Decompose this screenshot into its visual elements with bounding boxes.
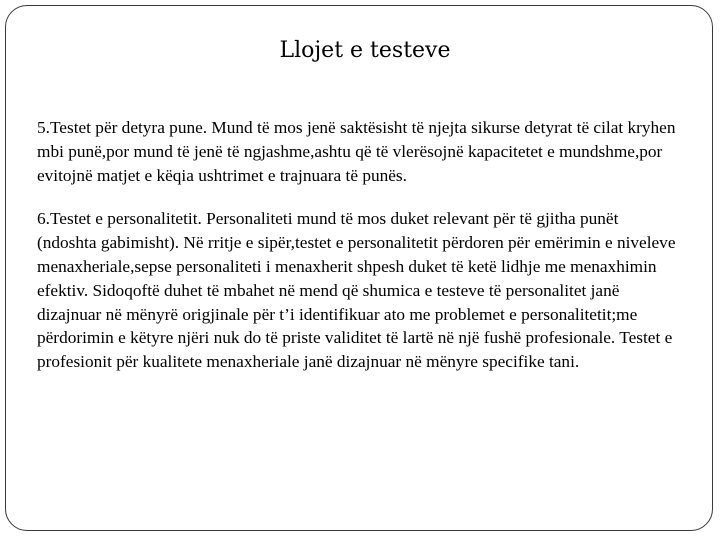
paragraph-personality-tests: 6.Testet e personalitetit. Personaliteti mund të mos duket relevant për të gjitha punët (ndoshta gabimisht). Në rritje e sipër,testet e personalitetit përdoren për emërimin e niveleve menaxheriale,sepse personaliteti i menaxherit shpesh duket të ketë lidhje me menaxhimin efektiv. Sidoqoftë duhet të mbahet në mend që shumica e testeve të personalitet janë dizajnuar në mënyrë origjinale për t’i identifikuar ato me problemet e personalitetit;me përdorimin e këtyre njëri nuk do të priste validitet të lartë në një fushë profesionale. Testet e profesionit për kualitete menaxheriale janë dizajnuar në mënyre specifike tani. — [37, 209, 676, 372]
slide-frame — [5, 5, 713, 531]
slide-title: Llojet e testeve — [279, 38, 451, 63]
slide-body — [37, 116, 677, 374]
paragraph-tests-job-tasks: 5.Testet për detyra pune. Mund të mos jenë saktësisht të njejta sikurse detyrat të cilat kryhen mbi punë,por mund të jenë të ngjashme,ashtu që të vlerësojnë kapacitetet e mundshme,por evitojnë matjet e këqia ushtrimet e trajnuara të punës. — [37, 118, 676, 185]
